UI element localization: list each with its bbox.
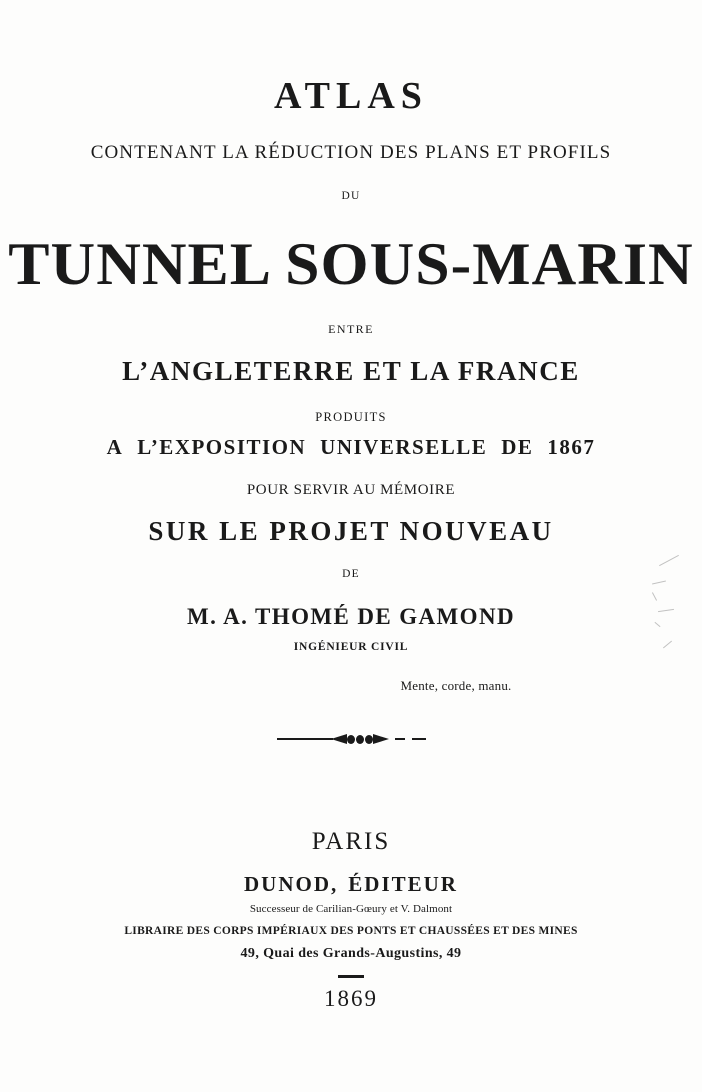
exposition-de: DE xyxy=(501,435,534,459)
projet-line: SUR LE PROJET NOUVEAU xyxy=(148,516,554,546)
ornament-divider xyxy=(0,728,702,750)
ornament-dash-2 xyxy=(412,738,426,739)
imprint-publisher xyxy=(0,872,702,897)
label-produits: PRODUITS xyxy=(315,410,387,424)
ornament-triangle-left xyxy=(331,734,347,744)
publisher-name: DUNOD, xyxy=(244,872,339,896)
author-name: M. A. THOMÉ DE GAMOND xyxy=(187,604,515,629)
imprint-successor: Successeur de Carilian-Gœury et V. Dalmont xyxy=(249,903,453,915)
title-tunnel-sous-marin: TUNNEL SOUS-MARIN xyxy=(8,231,694,297)
ornament-dots xyxy=(347,735,373,744)
imprint-libraire: LIBRAIRE DES CORPS IMPÉRIAUX DES PONTS ET CHAUSSÉES ET DES MINES xyxy=(124,925,578,937)
connector-du: DU xyxy=(341,190,361,202)
exposition-line xyxy=(0,435,702,460)
exposition-universelle: UNIVERSELLE xyxy=(320,435,488,459)
page-title: ATLAS xyxy=(274,75,428,117)
ornament-line-left xyxy=(277,738,333,739)
subtitle-contenant: CONTENANT LA RÉDUCTION DES PLANS ET PROFILS xyxy=(90,142,612,163)
imprint-address: 49, Quai des Grands-Augustins, 49 xyxy=(240,946,462,961)
ornament-dash-1 xyxy=(395,738,405,739)
title-countries: L’ANGLETERRE ET LA FRANCE xyxy=(122,356,580,386)
connector-de: DE xyxy=(342,568,360,580)
author-role: INGÉNIEUR CIVIL xyxy=(293,641,409,653)
motto: Mente, corde, manu. xyxy=(400,678,512,693)
exposition-a: A xyxy=(106,435,124,459)
publisher-role: ÉDITEUR xyxy=(348,872,458,896)
imprint-rule xyxy=(338,975,364,978)
ornament-triangle-right xyxy=(373,734,389,744)
exposition-year: 1867 xyxy=(547,435,596,459)
connector-entre: ENTRE xyxy=(328,322,374,336)
pour-servir-line: POUR SERVIR AU MÉMOIRE xyxy=(246,482,456,498)
imprint-year: 1869 xyxy=(324,986,378,1011)
imprint-city: PARIS xyxy=(311,828,391,855)
exposition-text: L’EXPOSITION xyxy=(137,435,307,459)
